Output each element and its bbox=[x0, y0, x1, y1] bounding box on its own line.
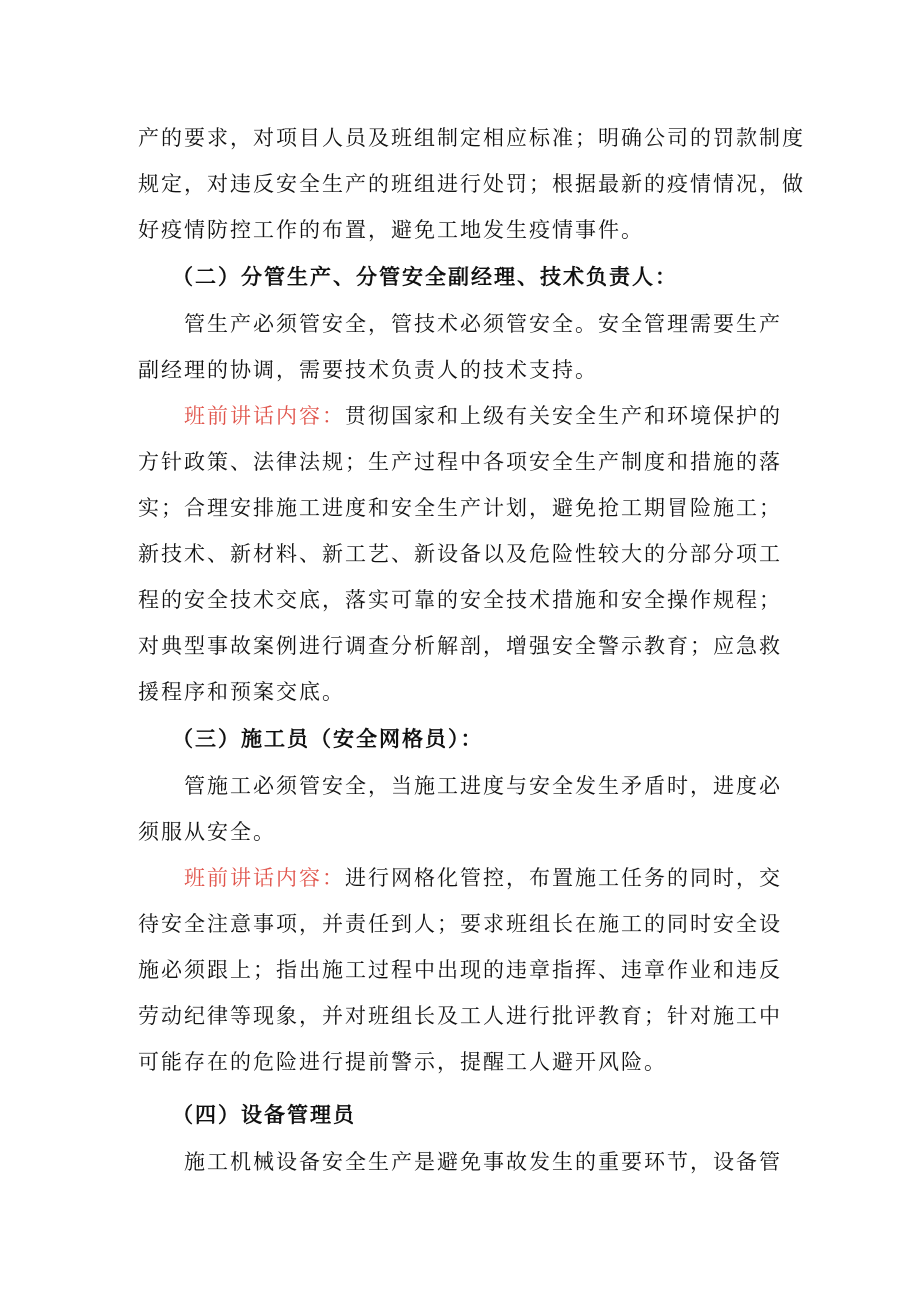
paragraph-line: 管生产必须管安全，管技术必须管安全。安全管理需要生产 bbox=[184, 312, 782, 336]
paragraph-line: 程的安全技术交底，落实可靠的安全技术措施和安全操作规程； bbox=[138, 588, 782, 612]
paragraph-line: 产的要求，对项目人员及班组制定相应标准；明确公司的罚款制度 bbox=[138, 126, 805, 150]
section-2 bbox=[138, 253, 790, 715]
paragraph-line: 可能存在的危险进行提前警示，提醒工人避开风险。 bbox=[138, 1050, 667, 1074]
paragraph-line: 劳动纪律等现象，并对班组长及工人进行批评教育；针对施工中 bbox=[138, 1004, 782, 1028]
talk-text: 进行网格化管控，布置施工任务的同时，交 bbox=[345, 866, 782, 890]
section-heading: （四）设备管理员 bbox=[172, 1103, 356, 1127]
talk-first-line bbox=[138, 855, 790, 901]
paragraph-line: 对典型事故案例进行调查分析解剖，增强安全警示教育；应急救 bbox=[138, 634, 782, 658]
section-heading: （三）施工员（安全网格员）： bbox=[172, 727, 484, 751]
section-4 bbox=[138, 1091, 790, 1185]
paragraph-line: 实；合理安排施工进度和安全生产计划，避免抢工期冒险施工； bbox=[138, 496, 782, 520]
paragraph-line: 施工机械设备安全生产是避免事故发生的重要环节，设备管 bbox=[184, 1150, 782, 1174]
paragraph-line: 规定，对违反安全生产的班组进行处罚；根据最新的疫情情况，做 bbox=[138, 172, 805, 196]
paragraph-line: 须服从安全。 bbox=[138, 820, 276, 844]
paragraph-line: 管施工必须管安全，当施工进度与安全发生矛盾时，进度必 bbox=[184, 774, 782, 798]
paragraph-line: 好疫情防控工作的布置，避免工地发生疫情事件。 bbox=[138, 218, 644, 242]
paragraph-line: 施必须跟上；指出施工过程中出现的违章指挥、违章作业和违反 bbox=[138, 958, 782, 982]
paragraph-line: 待安全注意事项，并责任到人；要求班组长在施工的同时安全设 bbox=[138, 912, 782, 936]
paragraph-line: 援程序和预案交底。 bbox=[138, 680, 345, 704]
paragraph-line: 副经理的协调，需要技术负责人的技术支持。 bbox=[138, 358, 598, 382]
talk-label: 班前讲话内容： bbox=[184, 866, 345, 890]
paragraph-line: 新技术、新材料、新工艺、新设备以及危险性较大的分部分项工 bbox=[138, 542, 782, 566]
section-3 bbox=[138, 715, 790, 1085]
section-heading: （二）分管生产、分管安全副经理、技术负责人： bbox=[172, 265, 678, 289]
paragraph-line: 方针政策、法律法规；生产过程中各项安全生产制度和措施的落 bbox=[138, 450, 782, 474]
talk-label: 班前讲话内容： bbox=[184, 404, 345, 428]
talk-first-line bbox=[138, 393, 790, 439]
document-page bbox=[138, 115, 805, 1185]
section-1-tail bbox=[138, 115, 805, 253]
talk-text: 贯彻国家和上级有关安全生产和环境保护的 bbox=[345, 404, 782, 428]
